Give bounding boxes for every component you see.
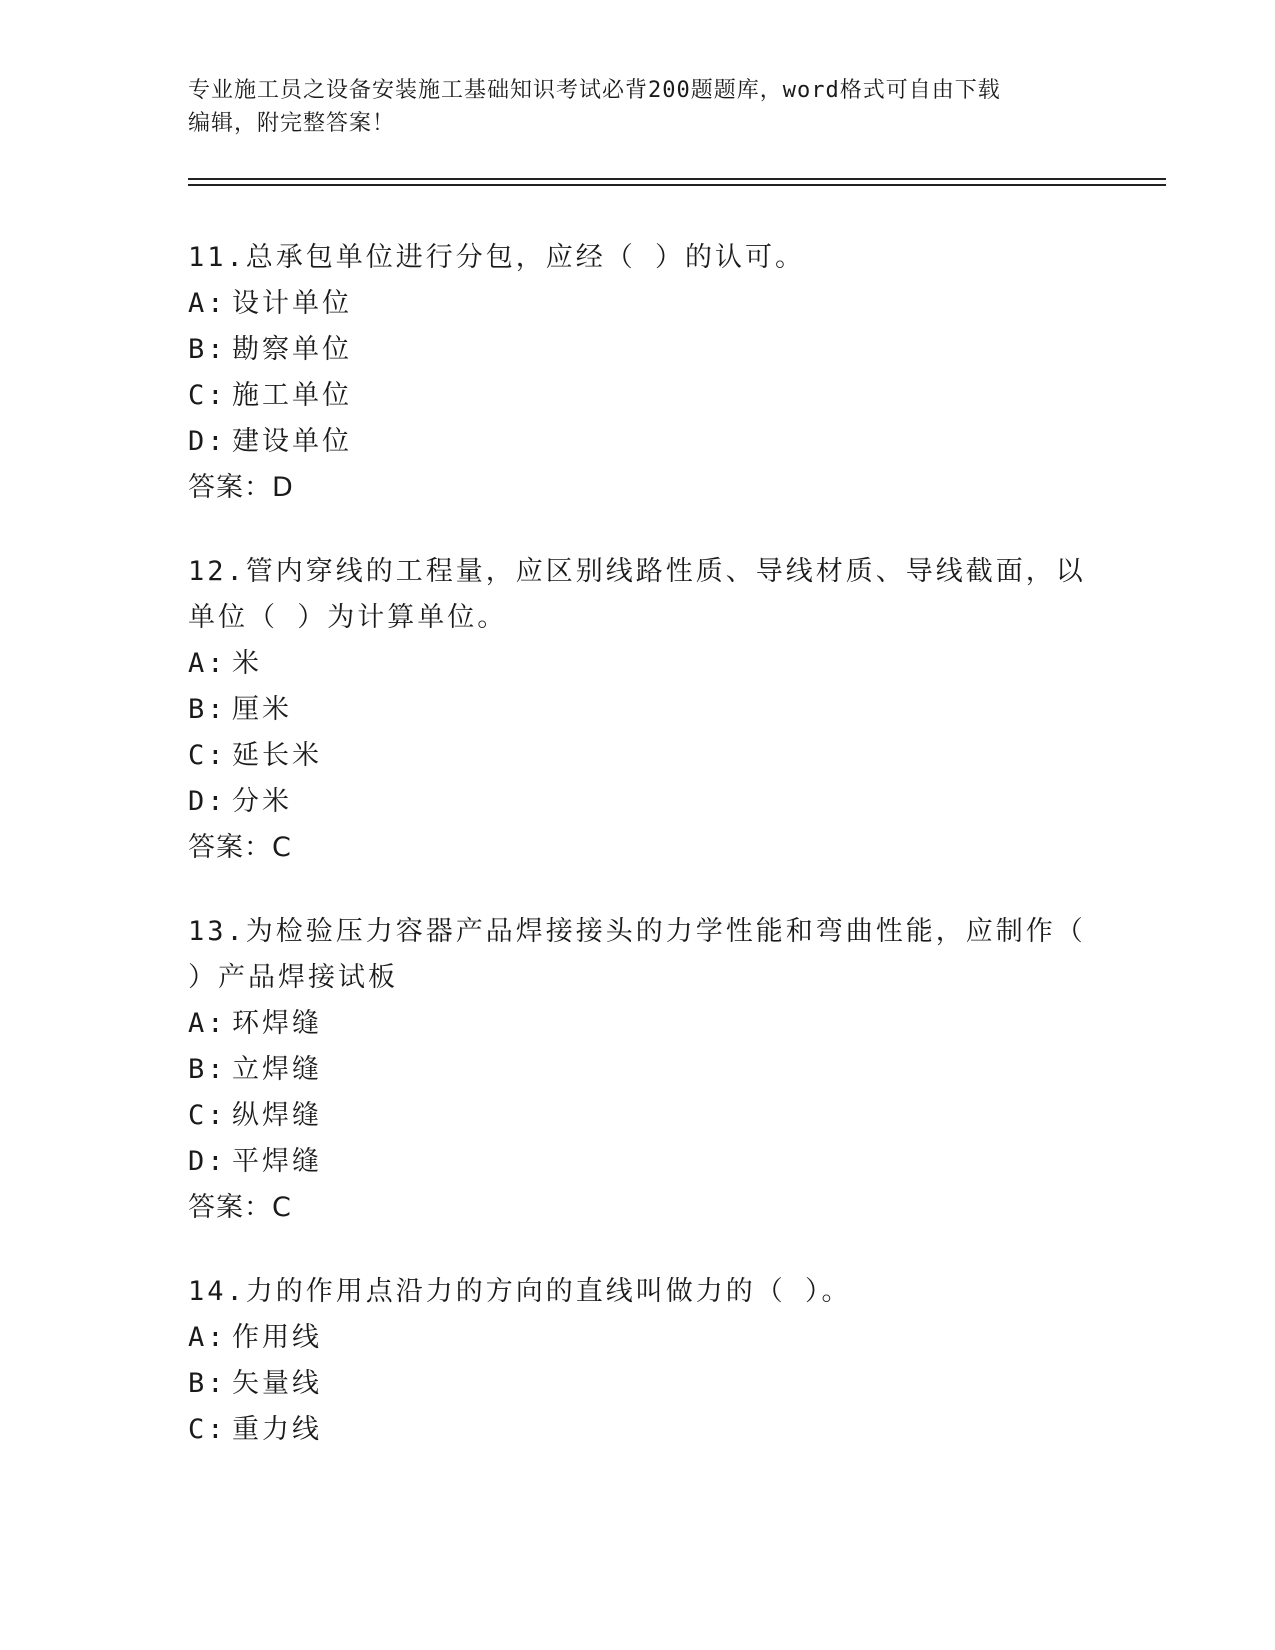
option-a [188,281,1088,327]
option-c [188,1093,1088,1139]
option-d [188,779,1088,825]
question-11 [188,235,1088,511]
option-letter: A: [188,1322,227,1353]
option-b [188,687,1088,733]
question-12 [188,549,1088,871]
question-stem: 12.管内穿线的工程量，应区别线路性质、导线材质、导线截面，以单位（ ）为计算单位。 [188,556,1086,633]
option-text: 纵焊缝 [232,1100,322,1131]
option-text: 环焊缝 [232,1008,322,1039]
answer-line: 答案：C [188,832,292,863]
option-letter: C: [188,380,227,411]
option-letter: A: [188,288,227,319]
header-title-line-1: 专业施工员之设备安装施工基础知识考试必背200题题库，word格式可自由下载 [188,78,1001,103]
option-letter: C: [188,740,227,771]
option-d [188,419,1088,465]
option-text: 矢量线 [232,1368,322,1399]
question-14 [188,1269,1088,1453]
option-c [188,1407,1088,1453]
option-text: 重力线 [232,1414,322,1445]
option-b [188,1047,1088,1093]
option-b [188,1361,1088,1407]
option-c [188,373,1088,419]
option-letter: B: [188,694,227,725]
option-letter: B: [188,1054,227,1085]
option-text: 建设单位 [232,426,352,457]
option-text: 施工单位 [232,380,352,411]
option-letter: B: [188,1368,227,1399]
answer-line: 答案：D [188,472,294,503]
option-letter: B: [188,334,227,365]
option-text: 勘察单位 [232,334,352,365]
option-text: 设计单位 [232,288,352,319]
option-text: 米 [232,648,262,679]
option-b [188,327,1088,373]
option-a [188,641,1088,687]
option-a [188,1001,1088,1047]
question-stem: 13.为检验压力容器产品焊接接头的力学性能和弯曲性能，应制作（ ）产品焊接试板 [188,916,1086,993]
option-a [188,1315,1088,1361]
option-text: 平焊缝 [232,1146,322,1177]
option-letter: D: [188,426,227,457]
option-letter: C: [188,1100,227,1131]
question-list [188,235,1088,1491]
answer-line: 答案：C [188,1192,292,1223]
document-header [188,74,1088,140]
question-stem: 14.力的作用点沿力的方向的直线叫做力的（ ）。 [188,1276,852,1307]
option-text: 立焊缝 [232,1054,322,1085]
option-d [188,1139,1088,1185]
option-letter: A: [188,648,227,679]
question-13 [188,909,1088,1231]
option-letter: A: [188,1008,227,1039]
option-letter: D: [188,786,227,817]
header-title-line-2: 编辑，附完整答案！ [188,111,396,136]
option-letter: D: [188,1146,227,1177]
option-text: 延长米 [232,740,322,771]
header-divider-top [188,178,1166,180]
option-text: 作用线 [232,1322,322,1353]
option-text: 分米 [232,786,292,817]
option-letter: C: [188,1414,227,1445]
question-stem: 11.总承包单位进行分包，应经（ ）的认可。 [188,242,806,273]
option-c [188,733,1088,779]
header-divider-bottom [188,184,1166,186]
option-text: 厘米 [232,694,292,725]
